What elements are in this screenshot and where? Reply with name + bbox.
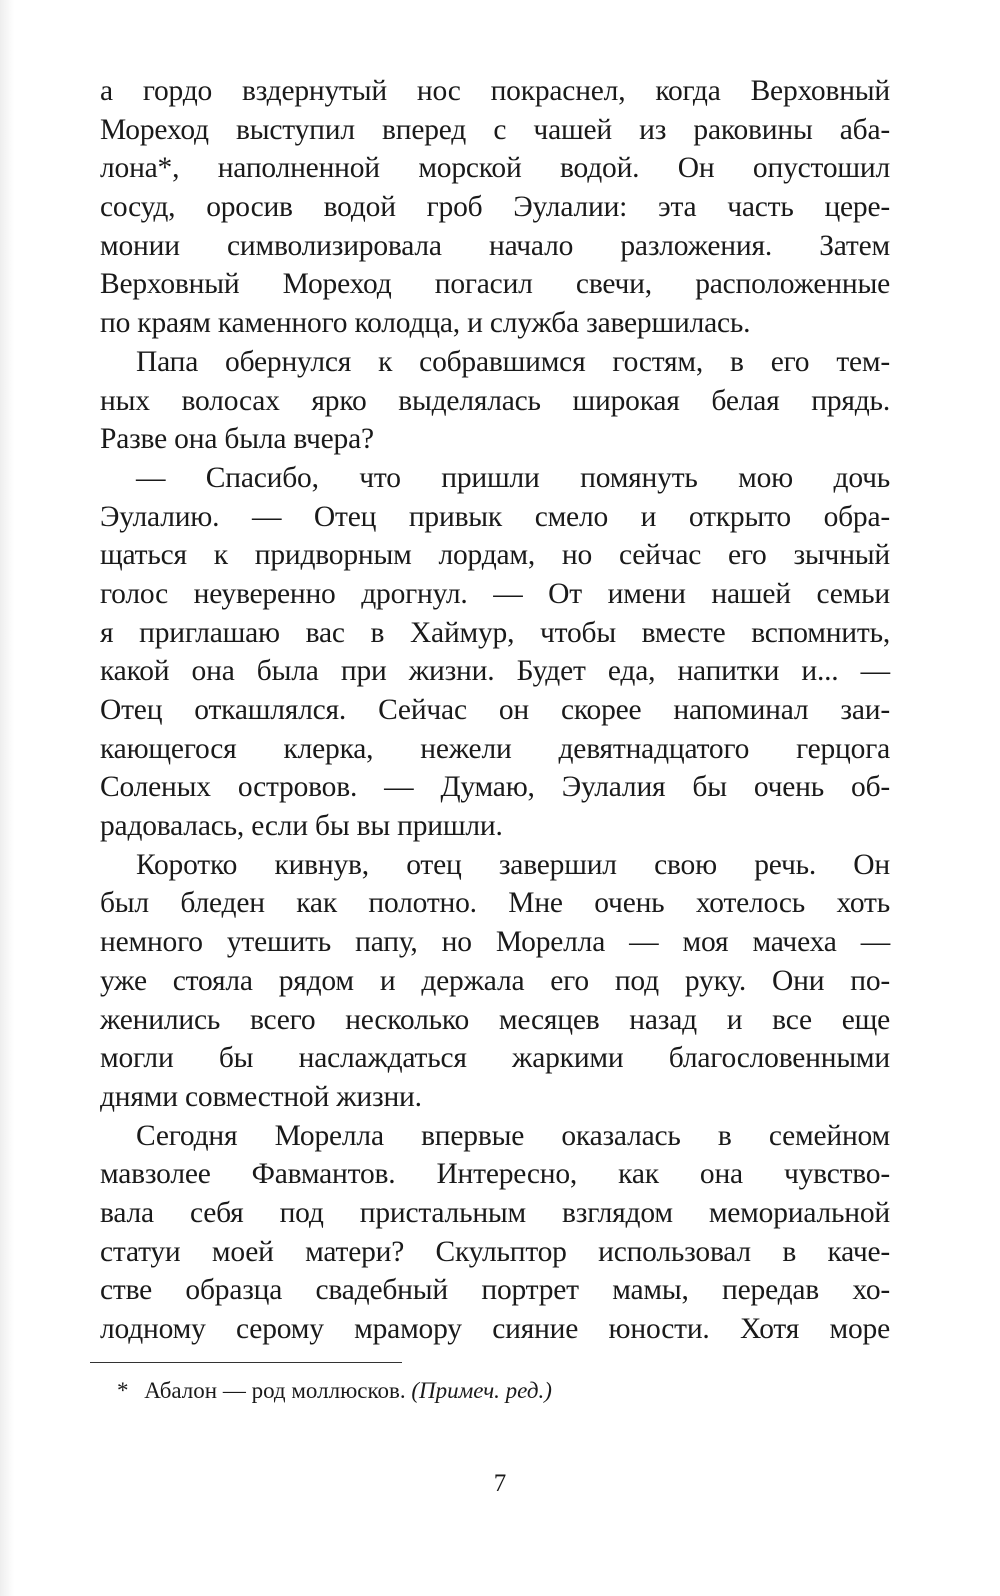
text-line: вала себя под пристальным взглядом мемориальной bbox=[100, 1196, 890, 1229]
text-line: монии символизировала начало разложения. Затем bbox=[100, 229, 890, 262]
text-line: лона*, наполненной морской водой. Он опустошил bbox=[100, 152, 890, 185]
footnote-text: Абалон — род моллюсков. bbox=[144, 1378, 406, 1403]
text-line: Отец откашлялся. Сейчас он скорее напоминал заи- bbox=[100, 694, 890, 726]
text-line: статуи моей матери? Скульптор использовал в каче- bbox=[100, 1235, 890, 1268]
text-line: кающегося клерка, нежели девятнадцатого герцога bbox=[100, 732, 890, 765]
text-line: немного утешить папу, но Морелла — моя мачеха — bbox=[100, 926, 890, 959]
text-line: Соленых островов. — Думаю, Эулалия бы очень об- bbox=[100, 771, 890, 804]
body-text bbox=[100, 72, 890, 1349]
footnote-marker: * bbox=[117, 1378, 129, 1403]
text-line: Папа обернулся к собравшимся гостям, в его тем- bbox=[136, 345, 890, 378]
text-line: Мореход выступил вперед с чашей из раковины аба- bbox=[100, 113, 890, 146]
text-line: по краям каменного колодца, и служба завершилась. bbox=[100, 307, 751, 340]
text-line: радовалась, если бы вы пришли. bbox=[100, 810, 503, 843]
text-line: Эулалию. — Отец привык смело и открыто обра- bbox=[100, 500, 890, 533]
text-line: я приглашаю вас в Хаймур, чтобы вместе вспомнить, bbox=[100, 616, 890, 649]
text-line: Разве она была вчера? bbox=[100, 423, 374, 456]
text-line: Сегодня Морелла впервые оказалась в семейном bbox=[136, 1119, 890, 1152]
text-line: стве образца свадебный портрет мамы, передав хо- bbox=[100, 1274, 890, 1307]
footnote-editor-note: (Примеч. ред.) bbox=[411, 1378, 552, 1403]
text-line: был бледен как полотно. Мне очень хотелось хоть bbox=[100, 887, 890, 920]
text-line: могли бы наслаждаться жаркими благословенными bbox=[100, 1042, 890, 1075]
text-line: ных волосах ярко выделялась широкая белая прядь. bbox=[100, 384, 890, 417]
text-line: сосуд, оросив водой гроб Эулалии: эта часть цере- bbox=[100, 191, 890, 224]
text-line: днями совместной жизни. bbox=[100, 1080, 422, 1113]
text-line: а гордо вздернутый нос покраснел, когда Верховный bbox=[100, 75, 890, 107]
text-line: — Спасибо, что пришли помянуть мою дочь bbox=[136, 461, 890, 494]
page-number: 7 bbox=[493, 1470, 507, 1497]
text-line: Коротко кивнув, отец завершил свою речь. Он bbox=[136, 848, 890, 881]
text-line: лодному серому мрамору сияние юности. Хотя море bbox=[100, 1313, 890, 1345]
footnote-divider bbox=[90, 1362, 402, 1363]
footnote bbox=[117, 1376, 552, 1406]
text-line: женились всего несколько месяцев назад и все еще bbox=[100, 1003, 890, 1036]
page-edge-shadow bbox=[0, 0, 14, 1596]
text-line: уже стояла рядом и держала его под руку. Они по- bbox=[100, 964, 890, 997]
text-line: Верховный Мореход погасил свечи, расположенные bbox=[100, 268, 890, 301]
text-line: щаться к придворным лордам, но сейчас его зычный bbox=[100, 539, 890, 572]
text-line: какой она была при жизни. Будет еда, напитки и... — bbox=[100, 655, 890, 688]
text-line: мавзолее Фавмантов. Интересно, как она чувство- bbox=[100, 1158, 890, 1191]
text-line: голос неуверенно дрогнул. — От имени нашей семьи bbox=[100, 577, 890, 610]
